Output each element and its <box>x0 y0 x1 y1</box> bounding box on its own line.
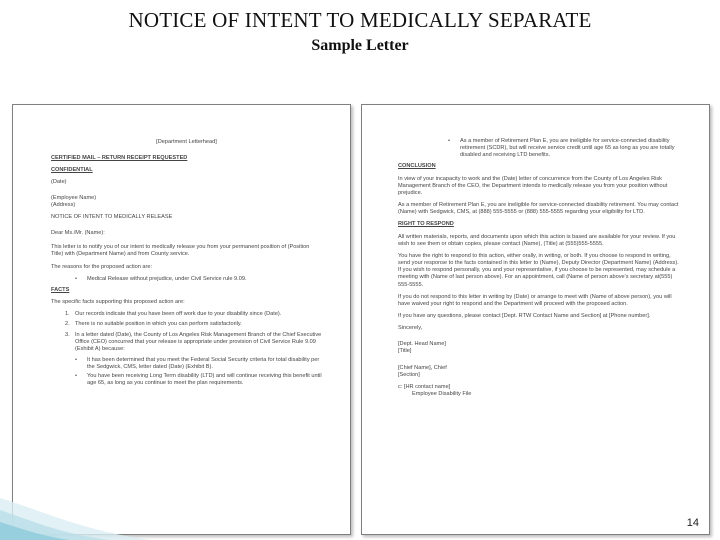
notice-heading: NOTICE OF INTENT TO MEDICALLY RELEASE <box>51 213 173 220</box>
facts-heading: FACTS <box>51 286 70 293</box>
page-number: 14 <box>686 516 699 529</box>
fact3-bullets <box>51 357 322 388</box>
certified-mail-line: CERTIFIED MAIL – RETURN RECEIPT REQUESTED <box>51 155 188 162</box>
list-item: • You have been receiving Long Term disability (LTD) and will continue receiving this benefit until age 65, as long as you continue to meet the plan requirements. <box>75 373 322 387</box>
sincerely: Sincerely, <box>398 325 423 332</box>
reasons-intro: The reasons for the proposed action are: <box>51 263 153 270</box>
bullet-icon: • <box>448 138 450 144</box>
slide-title: NOTICE OF INTENT TO MEDICALLY SEPARATE <box>128 8 592 32</box>
list-item: • As a member of Retirement Plan E, you are ineligible for service-connected disability retirement (SCDR), but will receive service credit until age 65 as long as you are totally disabled and receiving LTD benefits. <box>448 138 675 159</box>
date-line: (Date) <box>51 179 67 186</box>
signature-block-1 <box>398 341 679 355</box>
facts-list <box>51 311 322 353</box>
conclusion-heading: CONCLUSION <box>398 163 436 170</box>
list-item: 2. There is no suitable position in which you can perform satisfactorily. <box>65 321 242 328</box>
letterhead: [Department Letterhead] <box>156 139 217 145</box>
bullet-icon: • <box>75 373 77 380</box>
bullet-icon: • <box>75 275 77 282</box>
signer-name: [Dept. Head Name] <box>398 341 446 348</box>
list-item: 1. Our records indicate that you have been off work due to your disability since (Date). <box>65 311 282 318</box>
list-item: • Medical Release without prejudice, under Civil Service rule 9.09. <box>75 275 247 282</box>
cc-file: Employee Disability File <box>412 391 472 398</box>
chief-name: [Chief Name], Chief <box>398 364 447 371</box>
employee-name: (Employee Name) <box>51 194 97 201</box>
letter-page-one <box>12 104 351 535</box>
respond-paragraph-4: If you have any questions, please contact [Dept. RTW Contact Name and Section] at [Phone number]. <box>398 312 651 319</box>
list-item: 3. In a letter dated (Date), the County of Los Angeles Risk Management Branch of the Chief Executive Office (CEO) concurred that your release is appropriate under provision of Civil Service Rule 9.09 (Exhibit A) because: <box>65 331 322 352</box>
conclusion-paragraph-1: In view of your incapacity to work and the (Date) letter of concurrence from the County of Los Angeles Risk Management Branch of the CEO, the Department intends to medically release you from your position without prejudice. <box>398 175 668 196</box>
signer-title: [Title] <box>398 348 412 355</box>
address-block <box>51 195 322 209</box>
bullet-icon: • <box>75 356 77 363</box>
respond-paragraph-1: All written materials, reports, and documents upon which this action is based are available for your review. If you wish to see them or obtain copies, please contact (Name), (Title) at (555)555-5555. <box>398 233 676 247</box>
list-item: • It has been determined that you meet the Federal Social Security criteria for total disability per the Sedgwick, CMS, letter dated (Date) (Exhibit B). <box>75 356 320 371</box>
cc-contact: c: [HR contact name] <box>398 383 451 390</box>
signature-block-2 <box>398 365 679 379</box>
salutation: Dear Ms./Mr. (Name): <box>51 230 105 237</box>
cc-block <box>398 384 679 398</box>
respond-paragraph-2: You have the right to respond to this action, either orally, in writing, or both. If you choose to respond in writing, send your response to the facts contained in this letter to (Name), Deputy Director (Department Name) (Address). If you wish to respond personally, you and your representative, if you choose to be represented, may schedule a meeting with (Name of last person above). For an appointment, call (Name of person above's secretary at(555) 555-5555. <box>398 252 679 288</box>
slide-subtitle: Sample Letter <box>311 37 409 54</box>
conclusion-paragraph-2: As a member of Retirement Plan E, you are ineligible for service-connected disability retirement. You may contact (Name) with Sedgwick, CMS, at (888) 555-5555 or (888) 555-5555 regarding your eligibility for LTD. <box>398 202 679 216</box>
confidential-line: CONFIDENTIAL <box>51 167 93 174</box>
facts-intro: The specific facts supporting this proposed action are: <box>51 299 185 306</box>
intro-paragraph: This letter is to notify you of our intent to medically release you from your permanent position of (Position Title) with (Department Name) and from County service. <box>51 244 310 258</box>
reasons-list <box>51 276 322 283</box>
chief-section: [Section] <box>398 371 420 378</box>
employee-address: (Address) <box>51 201 76 208</box>
letter-page-two <box>361 104 710 535</box>
right-to-respond-heading: RIGHT TO RESPOND <box>398 221 454 228</box>
respond-paragraph-3: If you do not respond to this letter in writing by (Date) or arrange to meet with (Name of above person), you will have waived your right to respond and the Department will proceed with the proposed action. <box>398 293 672 307</box>
top-bullet-list <box>398 138 679 159</box>
